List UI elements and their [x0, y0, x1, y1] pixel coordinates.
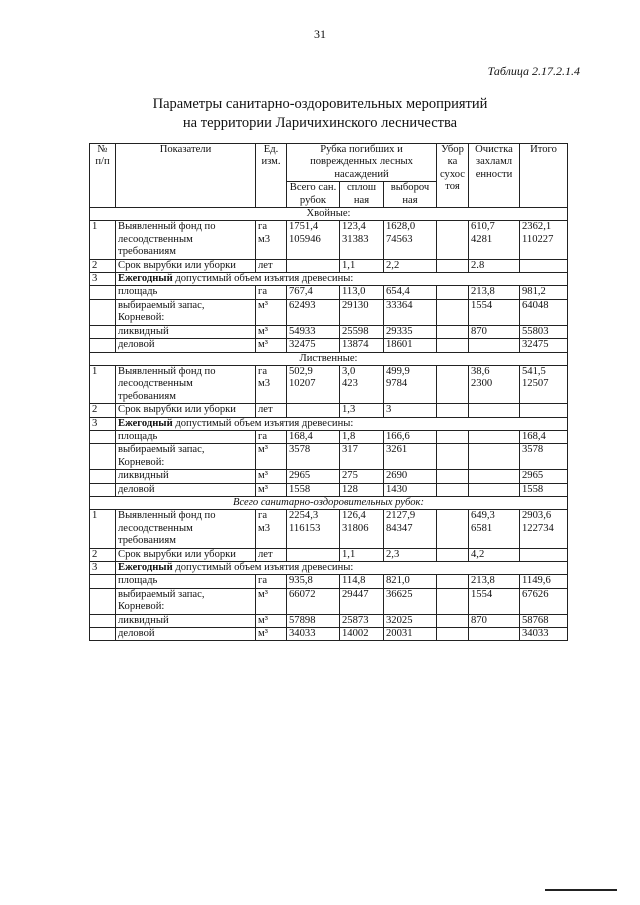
table-row [90, 325, 568, 338]
row-label: площадь [116, 430, 256, 443]
section-header-row [90, 352, 568, 365]
cell-value: 2254,3 [289, 510, 319, 522]
cell-total-fellings: 32475 [287, 339, 340, 352]
row-number-empty [90, 444, 116, 470]
cell-total-fellings [287, 510, 340, 548]
row-label: выбираемый запас, Корневой: [116, 299, 256, 325]
row-label: площадь [116, 286, 256, 299]
row-unit: м³ [256, 470, 287, 483]
cell-cleanup [437, 430, 469, 443]
cell-selective: 36625 [384, 588, 437, 614]
cell-value: 2127,9 [386, 510, 416, 522]
row-label: деловой [116, 483, 256, 496]
cell-selective: 1430 [384, 483, 437, 496]
row-number: 1 [90, 221, 116, 259]
cell-value: 1751,4 [289, 221, 319, 233]
row-number-empty [90, 430, 116, 443]
row-unit: га [256, 575, 287, 588]
title-line-1: Параметры санитарно-оздоровительных мероприятий [152, 96, 488, 112]
cell-total-fellings: 935,8 [287, 575, 340, 588]
cell-value: 123,4 [342, 221, 366, 233]
cell-cleanup [437, 628, 469, 641]
cell-total [520, 259, 568, 272]
cell-selective: 3261 [384, 444, 437, 470]
header-total: Итого [520, 144, 568, 208]
cell-total: 58768 [520, 614, 568, 627]
cell-selective: 29335 [384, 325, 437, 338]
row-unit [256, 365, 287, 403]
cell-value: 12507 [522, 378, 549, 390]
cell-total-fellings: 168,4 [287, 430, 340, 443]
cell-clearing [469, 365, 520, 403]
cell-clearing: 4,2 [469, 548, 520, 561]
row-number-empty [90, 628, 116, 641]
cell-value [439, 510, 466, 522]
cell-cleanup [437, 588, 469, 614]
row-number-empty [90, 614, 116, 627]
cell-selective: 2,3 [384, 548, 437, 561]
cell-clear: 25598 [340, 325, 384, 338]
annual-volume-label [116, 417, 568, 430]
cell-total: 1558 [520, 483, 568, 496]
cell-clearing [469, 339, 520, 352]
cell-clear: 113,0 [340, 286, 384, 299]
cell-total: 67626 [520, 588, 568, 614]
row-label: деловой [116, 339, 256, 352]
table-reference: Таблица 2.17.2.1.4 [487, 64, 580, 78]
cell-clear: 317 [340, 444, 384, 470]
row-label: Срок вырубки или уборки [116, 404, 256, 417]
cell-value: 2903,6 [522, 510, 552, 522]
cell-value: 84347 [386, 522, 413, 534]
cell-clear [340, 221, 384, 259]
annual-volume-bold: Ежегодный [118, 562, 173, 573]
table-row [90, 404, 568, 417]
cell-clear: 14002 [340, 628, 384, 641]
cell-cleanup [437, 404, 469, 417]
cell-value [439, 233, 466, 245]
cell-total-fellings [287, 259, 340, 272]
cell-value [439, 378, 466, 390]
row-number: 2 [90, 259, 116, 272]
cell-cleanup [437, 339, 469, 352]
row-unit: м³ [256, 299, 287, 325]
cell-selective: 33364 [384, 299, 437, 325]
cell-value: 2362,1 [522, 221, 552, 233]
annual-volume-rest: допустимый объем изъятия древесины: [172, 562, 354, 573]
cell-clearing: 1554 [469, 588, 520, 614]
cell-total-fellings: 57898 [287, 614, 340, 627]
unit-value: м3 [258, 378, 271, 390]
cell-value: 10207 [289, 378, 316, 390]
header-selective: выбороч ная [384, 182, 437, 208]
row-unit: лет [256, 404, 287, 417]
cell-value: 1628,0 [386, 221, 416, 233]
row-number: 2 [90, 548, 116, 561]
unit-value: м3 [258, 522, 271, 534]
row-unit: м³ [256, 614, 287, 627]
cell-clear: 275 [340, 470, 384, 483]
cell-clearing: 213,8 [469, 286, 520, 299]
table-row [90, 614, 568, 627]
row-label: выбираемый запас, Корневой: [116, 588, 256, 614]
cell-clearing: 2.8 [469, 259, 520, 272]
row-number: 1 [90, 510, 116, 548]
table-row [90, 286, 568, 299]
cell-total: 981,2 [520, 286, 568, 299]
unit-value: га [258, 221, 268, 233]
cell-selective [384, 510, 437, 548]
cell-value: 4281 [471, 233, 493, 245]
cell-total: 34033 [520, 628, 568, 641]
cell-total-fellings: 767,4 [287, 286, 340, 299]
cell-total-fellings [287, 365, 340, 403]
table-row [90, 562, 568, 575]
row-number: 3 [90, 273, 116, 286]
table-row [90, 221, 568, 259]
annual-volume-rest: допустимый объем изъятия древесины: [172, 273, 354, 285]
cell-total-fellings [287, 404, 340, 417]
table-row [90, 299, 568, 325]
cell-total: 168,4 [520, 430, 568, 443]
table-row [90, 510, 568, 548]
section-header-row [90, 208, 568, 221]
cell-selective [384, 221, 437, 259]
annual-volume-rest: допустимый объем изъятия древесины: [172, 417, 354, 429]
cell-total-fellings: 54933 [287, 325, 340, 338]
cell-cleanup [437, 548, 469, 561]
table-row [90, 548, 568, 561]
cell-value: 2300 [471, 378, 493, 390]
header-clear: сплош ная [340, 182, 384, 208]
cell-total-fellings: 34033 [287, 628, 340, 641]
row-unit [256, 510, 287, 548]
footer-rule [545, 889, 617, 891]
cell-cleanup [437, 483, 469, 496]
cell-value: 110227 [522, 233, 554, 245]
table-row [90, 483, 568, 496]
cell-clear: 25873 [340, 614, 384, 627]
cell-total [520, 510, 568, 548]
table-row [90, 365, 568, 403]
title-line-2: на территории Ларичихинского лесничества [182, 115, 458, 131]
document-title [0, 95, 640, 133]
section-header-row [90, 496, 568, 509]
unit-value: м3 [258, 233, 271, 245]
row-unit: га [256, 286, 287, 299]
cell-total: 3578 [520, 444, 568, 470]
page-number: 31 [314, 27, 326, 41]
cell-total [520, 365, 568, 403]
cell-clearing [469, 430, 520, 443]
row-number: 2 [90, 404, 116, 417]
cell-clear [340, 365, 384, 403]
cell-selective: 32025 [384, 614, 437, 627]
cell-selective: 18601 [384, 339, 437, 352]
cell-clear: 1,1 [340, 259, 384, 272]
cell-value: 6581 [471, 522, 493, 534]
cell-cleanup [437, 614, 469, 627]
cell-value: 126,4 [342, 510, 366, 522]
row-number-empty [90, 325, 116, 338]
cell-selective: 821,0 [384, 575, 437, 588]
cell-clearing [469, 221, 520, 259]
row-label: Выявленный фонд по лесоодственным требованиям [116, 221, 256, 259]
cell-value: 122734 [522, 522, 554, 534]
cell-clearing: 213,8 [469, 575, 520, 588]
cell-cleanup [437, 221, 469, 259]
cell-value: 31806 [342, 522, 369, 534]
cell-value: 610,7 [471, 221, 495, 233]
cell-clearing [469, 628, 520, 641]
cell-clear [340, 510, 384, 548]
row-label: ликвидный [116, 325, 256, 338]
cell-cleanup [437, 259, 469, 272]
cell-cleanup [437, 286, 469, 299]
cell-clearing: 870 [469, 614, 520, 627]
table-row [90, 470, 568, 483]
row-unit: м³ [256, 325, 287, 338]
row-unit: м³ [256, 444, 287, 470]
header-cleanup: Убор ка сухос тоя [437, 144, 469, 208]
row-unit [256, 221, 287, 259]
row-number-empty [90, 339, 116, 352]
cell-value: 9784 [386, 378, 408, 390]
header-total-fellings: Всего сан. рубок [287, 182, 340, 208]
row-number: 3 [90, 562, 116, 575]
row-unit: м³ [256, 339, 287, 352]
cell-total: 1149,6 [520, 575, 568, 588]
row-label: Срок вырубки или уборки [116, 548, 256, 561]
unit-value: га [258, 510, 268, 522]
cell-total [520, 404, 568, 417]
annual-volume-label [116, 562, 568, 575]
table-row [90, 430, 568, 443]
row-label: Выявленный фонд по лесоодственным требованиям [116, 365, 256, 403]
cell-cleanup [437, 325, 469, 338]
table-row [90, 588, 568, 614]
header-clearing: Очистка захламл енности [469, 144, 520, 208]
row-number-empty [90, 483, 116, 496]
row-number-empty [90, 286, 116, 299]
table-row [90, 273, 568, 286]
cell-cleanup [437, 575, 469, 588]
cell-value [439, 366, 466, 378]
cell-cleanup [437, 299, 469, 325]
cell-clearing [469, 444, 520, 470]
cell-selective: 20031 [384, 628, 437, 641]
cell-selective: 2,2 [384, 259, 437, 272]
cell-clear: 1,3 [340, 404, 384, 417]
cell-clearing: 870 [469, 325, 520, 338]
table-header [90, 144, 568, 208]
cell-value: 3,0 [342, 365, 356, 377]
cell-value: 499,9 [386, 365, 410, 377]
table-row [90, 339, 568, 352]
cell-selective: 654,4 [384, 286, 437, 299]
cell-cleanup [437, 470, 469, 483]
cell-clearing [469, 483, 520, 496]
cell-value: 31383 [342, 233, 369, 245]
parameters-table [89, 143, 568, 641]
cell-value: 116153 [289, 522, 321, 534]
cell-clear: 1,1 [340, 548, 384, 561]
table-row [90, 444, 568, 470]
cell-clearing: 1554 [469, 299, 520, 325]
cell-total-fellings: 1558 [287, 483, 340, 496]
header-num: № п/п [90, 144, 116, 208]
table-body [90, 208, 568, 641]
cell-clearing [469, 510, 520, 548]
table-row [90, 575, 568, 588]
cell-value: 38,6 [471, 365, 490, 377]
table-row [90, 628, 568, 641]
cell-total: 55803 [520, 325, 568, 338]
annual-volume-bold: Ежегодный [118, 417, 173, 429]
row-label: Срок вырубки или уборки [116, 259, 256, 272]
cell-value: 541,5 [522, 365, 546, 377]
cell-clearing [469, 470, 520, 483]
row-unit: м³ [256, 483, 287, 496]
row-label: площадь [116, 575, 256, 588]
cell-total-fellings: 3578 [287, 444, 340, 470]
row-unit: га [256, 430, 287, 443]
row-unit: лет [256, 259, 287, 272]
cell-total-fellings: 62493 [287, 299, 340, 325]
row-label: Выявленный фонд по лесоодственным требованиям [116, 510, 256, 548]
cell-total-fellings [287, 221, 340, 259]
section-title: Всего санитарно-оздоровительных рубок: [90, 496, 568, 509]
cell-clearing [469, 404, 520, 417]
row-label: ликвидный [116, 614, 256, 627]
row-label: выбираемый запас, Корневой: [116, 444, 256, 470]
cell-selective: 2690 [384, 470, 437, 483]
row-number-empty [90, 299, 116, 325]
row-number-empty [90, 575, 116, 588]
cell-cleanup [437, 444, 469, 470]
row-label: ликвидный [116, 470, 256, 483]
cell-value [439, 522, 466, 534]
cell-total: 2965 [520, 470, 568, 483]
row-number-empty [90, 588, 116, 614]
cell-total-fellings: 66072 [287, 588, 340, 614]
cell-total-fellings [287, 548, 340, 561]
annual-volume-label [116, 273, 568, 286]
header-indicator: Показатели [116, 144, 256, 208]
cell-total: 64048 [520, 299, 568, 325]
cell-clear: 29130 [340, 299, 384, 325]
cell-clear: 29447 [340, 588, 384, 614]
row-unit: м³ [256, 628, 287, 641]
cell-total-fellings: 2965 [287, 470, 340, 483]
cell-clear: 1,8 [340, 430, 384, 443]
cell-value: 105946 [289, 233, 321, 245]
cell-selective [384, 365, 437, 403]
row-number-empty [90, 470, 116, 483]
table-row [90, 417, 568, 430]
cell-clear: 114,8 [340, 575, 384, 588]
cell-total: 32475 [520, 339, 568, 352]
cell-cleanup [437, 365, 469, 403]
cell-clear: 13874 [340, 339, 384, 352]
cell-cleanup [437, 510, 469, 548]
cell-value: 649,3 [471, 510, 495, 522]
section-title: Лиственные: [90, 352, 568, 365]
annual-volume-bold: Ежегодный [118, 273, 173, 285]
unit-value: га [258, 365, 268, 377]
cell-clear: 128 [340, 483, 384, 496]
cell-selective: 3 [384, 404, 437, 417]
row-label: деловой [116, 628, 256, 641]
header-felling: Рубка погибших и поврежденных лесных насаждений [287, 144, 437, 182]
row-unit: лет [256, 548, 287, 561]
cell-value: 502,9 [289, 365, 313, 377]
row-number: 3 [90, 417, 116, 430]
table-row [90, 259, 568, 272]
cell-value: 74563 [386, 233, 413, 245]
cell-value: 423 [342, 378, 358, 390]
row-unit: м³ [256, 588, 287, 614]
row-number: 1 [90, 365, 116, 403]
cell-selective: 166,6 [384, 430, 437, 443]
header-unit: Ед. изм. [256, 144, 287, 208]
cell-total [520, 548, 568, 561]
cell-total [520, 221, 568, 259]
section-title: Хвойные: [90, 208, 568, 221]
cell-value [439, 221, 466, 233]
